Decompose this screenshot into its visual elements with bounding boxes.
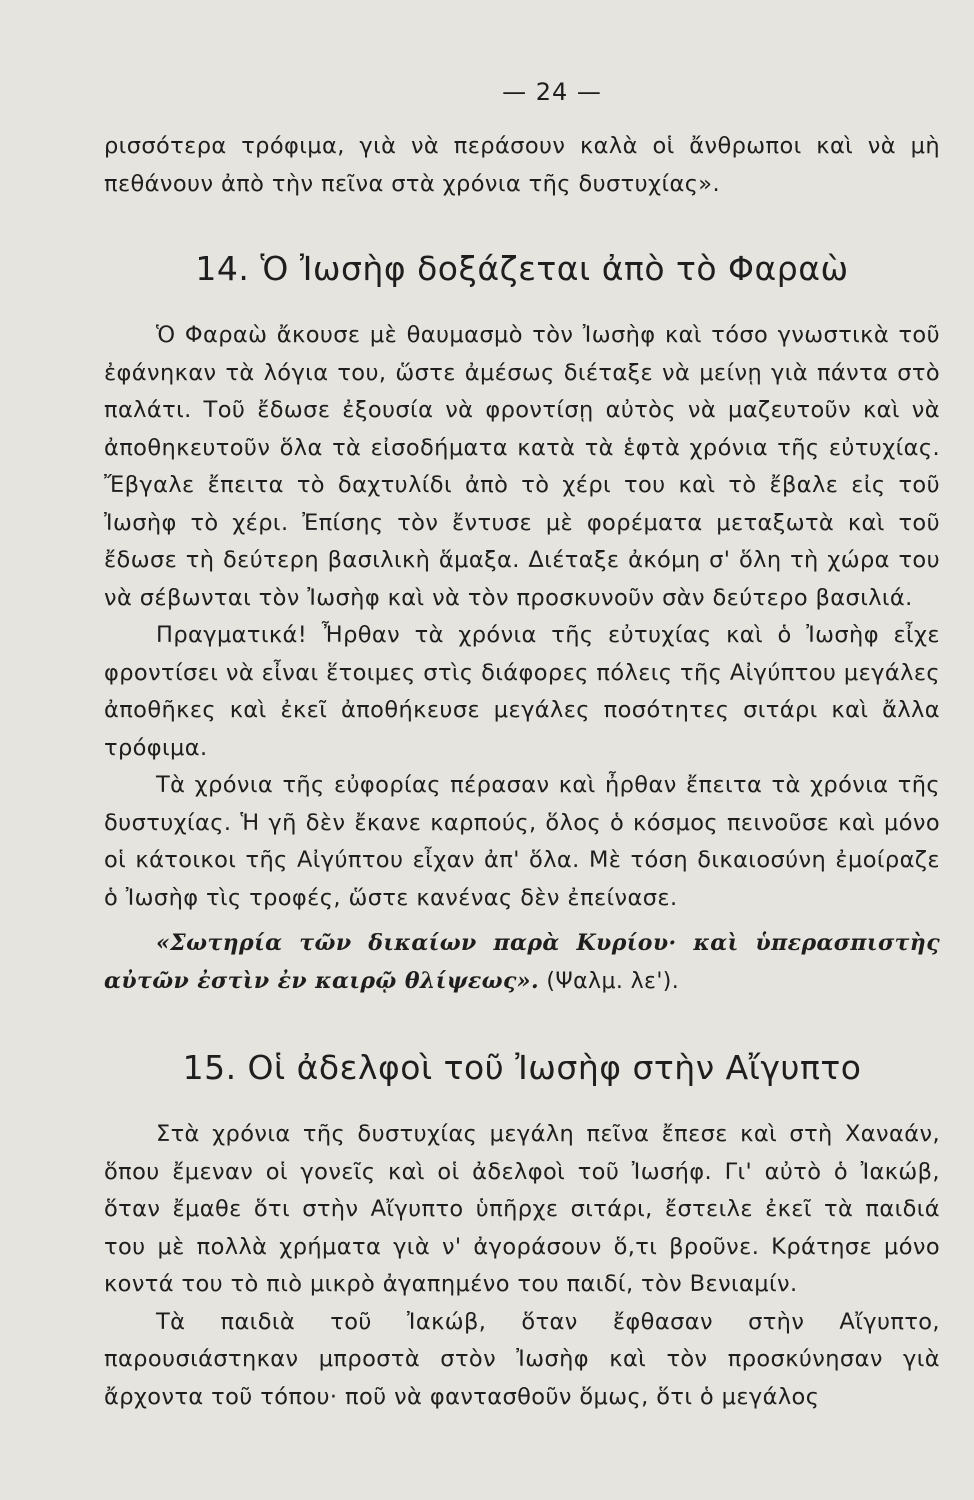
section-14-paragraph-3: Τὰ χρόνια τῆς εὐφορίας πέρασαν καὶ ἦρθαν ἔπειτα τὰ χρόνια τῆς δυστυχίας. Ἡ γῆ δὲν ἔκανε καρπούς, ὅλος ὁ κόσμος πεινοῦσε καὶ μόνο οἱ κάτοικοι τῆς Αἰγύπτου εἶχαν ἀπ' ὅλα. Μὲ τόση δικαιοσύνη ἐμοίραζε ὁ Ἰωσὴφ τὶς τροφές, ὥστε κανένας δὲν ἐπείνασε. — [104, 772, 940, 911]
section-15-paragraph-1: Στὰ χρόνια τῆς δυστυχίας μεγάλη πεῖνα ἔπεσε καὶ στὴ Χαναάν, ὅπου ἔμεναν οἱ γονεῖς καὶ οἱ ἀδελφοὶ τοῦ Ἰωσήφ. Γι' αὐτὸ ὁ Ἰακώβ, ὅταν ἔμαθε ὅτι στὴν Αἴγυπτο ὑπῆρχε σιτάρι, ἔστειλε ἐκεῖ τὰ παιδιά του μὲ πολλὰ χρήματα γιὰ ν' ἀγοράσουν ὅ,τι βροῦνε. Κράτησε μόνο κοντά του τὸ πιὸ μικρὸ ἀγαπημένο του παιδί, τὸν Βενιαμίν. — [104, 1121, 940, 1297]
intro-paragraph: ρισσότερα τρόφιμα, γιὰ νὰ περάσουν καλὰ οἱ ἄνθρωποι καὶ νὰ μὴ πεθάνουν ἀπὸ τὴν πεῖνα στὰ χρόνια τῆς δυστυχίας». — [104, 133, 940, 197]
psalm-quote-reference: (Ψαλμ. λε'). — [539, 968, 680, 994]
section-14-paragraph-2: Πραγματικά! Ἦρθαν τὰ χρόνια τῆς εὐτυχίας καὶ ὁ Ἰωσὴφ εἶχε φροντίσει νὰ εἶναι ἕτοιμες στὶς διάφορες πόλεις τῆς Αἰγύπτου μεγάλες ἀποθῆκες καὶ ἐκεῖ ἀποθήκευσε μεγάλες ποσότητες σιτάρι καὶ ἄλλα τρόφιμα. — [104, 622, 940, 761]
section-15-heading: 15. Οἱ ἀδελφοὶ τοῦ Ἰωσὴφ στὴν Αἴγυπτο — [182, 1048, 862, 1087]
psalm-quote — [104, 925, 940, 1000]
section-14-heading: 14. Ὁ Ἰωσὴφ δοξάζεται ἀπὸ τὸ Φαραὼ — [195, 249, 849, 288]
section-14-paragraph-1: Ὁ Φαραὼ ἄκουσε μὲ θαυμασμὸ τὸν Ἰωσὴφ καὶ τόσο γνωστικὰ τοῦ ἐφάνηκαν τὰ λόγια του, ὥστε ἀμέσως διέταξε νὰ μείνῃ γιὰ πάντα στὸ παλάτι. Τοῦ ἔδωσε ἐξουσία νὰ φροντίσῃ αὐτὸς νὰ μαζευτοῦν καὶ νὰ ἀποθηκευτοῦν ὅλα τὰ εἰσοδήματα κατὰ τὰ ἑφτὰ χρόνια τῆς εὐτυχίας. Ἔβγαλε ἔπειτα τὸ δαχτυλίδι ἀπὸ τὸ χέρι του καὶ τὸ ἔβαλε εἰς τοῦ Ἰωσὴφ τὸ χέρι. Ἐπίσης τὸν ἔντυσε μὲ φορέματα μεταξωτὰ καὶ τοῦ ἔδωσε τὴ δεύτερη βασιλικὴ ἅμαξα. Διέταξε ἀκόμη σ' ὅλη τὴ χώρα του νὰ σέβωνται τὸν Ἰωσὴφ καὶ νὰ τὸν προσκυνοῦν σὰν δεύτερο βασιλιά. — [104, 322, 940, 611]
section-15-paragraph-2: Τὰ παιδιὰ τοῦ Ἰακώβ, ὅταν ἔφθασαν στὴν Αἴγυπτο, παρουσιάστηκαν μπροστὰ στὸν Ἰωσὴφ καὶ τὸν προσκύνησαν γιὰ ἄρχοντα τοῦ τόπου· ποῦ νὰ φαντασθοῦν ὅμως, ὅτι ὁ μεγάλος — [104, 1308, 940, 1410]
page-number: — 24 — — [502, 78, 602, 106]
psalm-quote-text: «Σωτηρία τῶν δικαίων παρὰ Κυρίου· καὶ ὑπερασπιστὴς αὐτῶν ἐστὶν ἐν καιρῷ θλίψεως». — [104, 930, 940, 994]
